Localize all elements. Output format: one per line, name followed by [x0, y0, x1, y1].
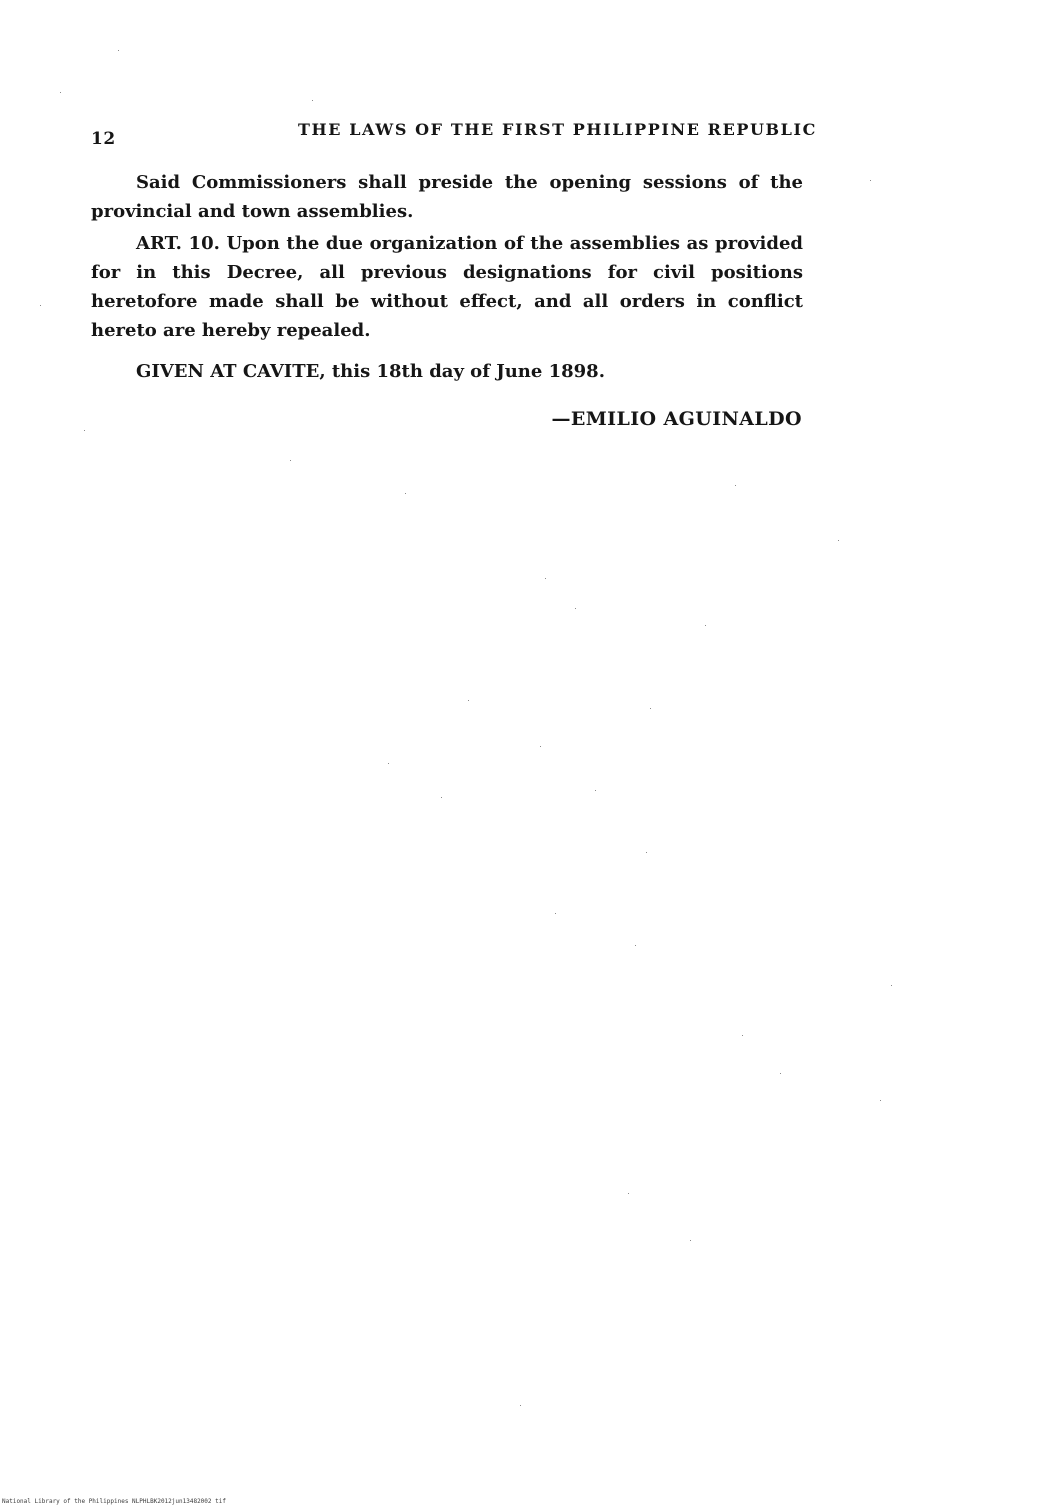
scan-speck [441, 797, 442, 798]
running-head: THE LAWS OF THE FIRST PHILIPPINE REPUBLIC [298, 120, 817, 139]
scan-speck [60, 92, 61, 93]
scan-speck [405, 493, 406, 494]
scan-speck [84, 430, 85, 431]
scan-speck [780, 1073, 781, 1074]
scan-speck [705, 625, 706, 626]
scan-footer-caption: National Library of the Philippines NLPHLBK2012jun13482002 tif [2, 1498, 226, 1505]
scan-speck [646, 852, 647, 853]
scan-speck [520, 1405, 521, 1406]
scan-speck [742, 1035, 743, 1036]
paragraph-commissioners: Said Commissioners shall preside the opening sessions of the provincial and town assemblies. [91, 172, 803, 222]
paragraph-article-10: ART. 10. Upon the due organization of the assemblies as provided for in this Decree, all previous designations for civil positions heretofore made shall be without effect, and all orders in conflict hereto are hereby repealed. [91, 233, 803, 341]
given-at-line: GIVEN AT CAVITE, this 18th day of June 1898. [136, 361, 605, 382]
signature: —EMILIO AGUINALDO [551, 408, 802, 430]
scan-speck [290, 460, 291, 461]
scan-speck [545, 578, 546, 579]
page-number: 12 [91, 129, 116, 149]
scan-speck [540, 746, 541, 747]
scan-speck [575, 608, 576, 609]
scan-speck [555, 913, 556, 914]
scan-speck [690, 1240, 691, 1241]
scan-speck [468, 700, 469, 701]
scan-speck [388, 763, 389, 764]
scan-speck [312, 100, 313, 101]
scan-speck [838, 540, 839, 541]
scan-speck [40, 305, 41, 306]
scan-speck [650, 708, 651, 709]
scan-speck [891, 985, 892, 986]
scan-speck [635, 945, 636, 946]
scan-speck [628, 1193, 629, 1194]
scan-speck [118, 50, 119, 51]
scan-speck [595, 790, 596, 791]
scan-speck [735, 485, 736, 486]
scan-speck [880, 1100, 881, 1101]
scan-speck [870, 180, 871, 181]
